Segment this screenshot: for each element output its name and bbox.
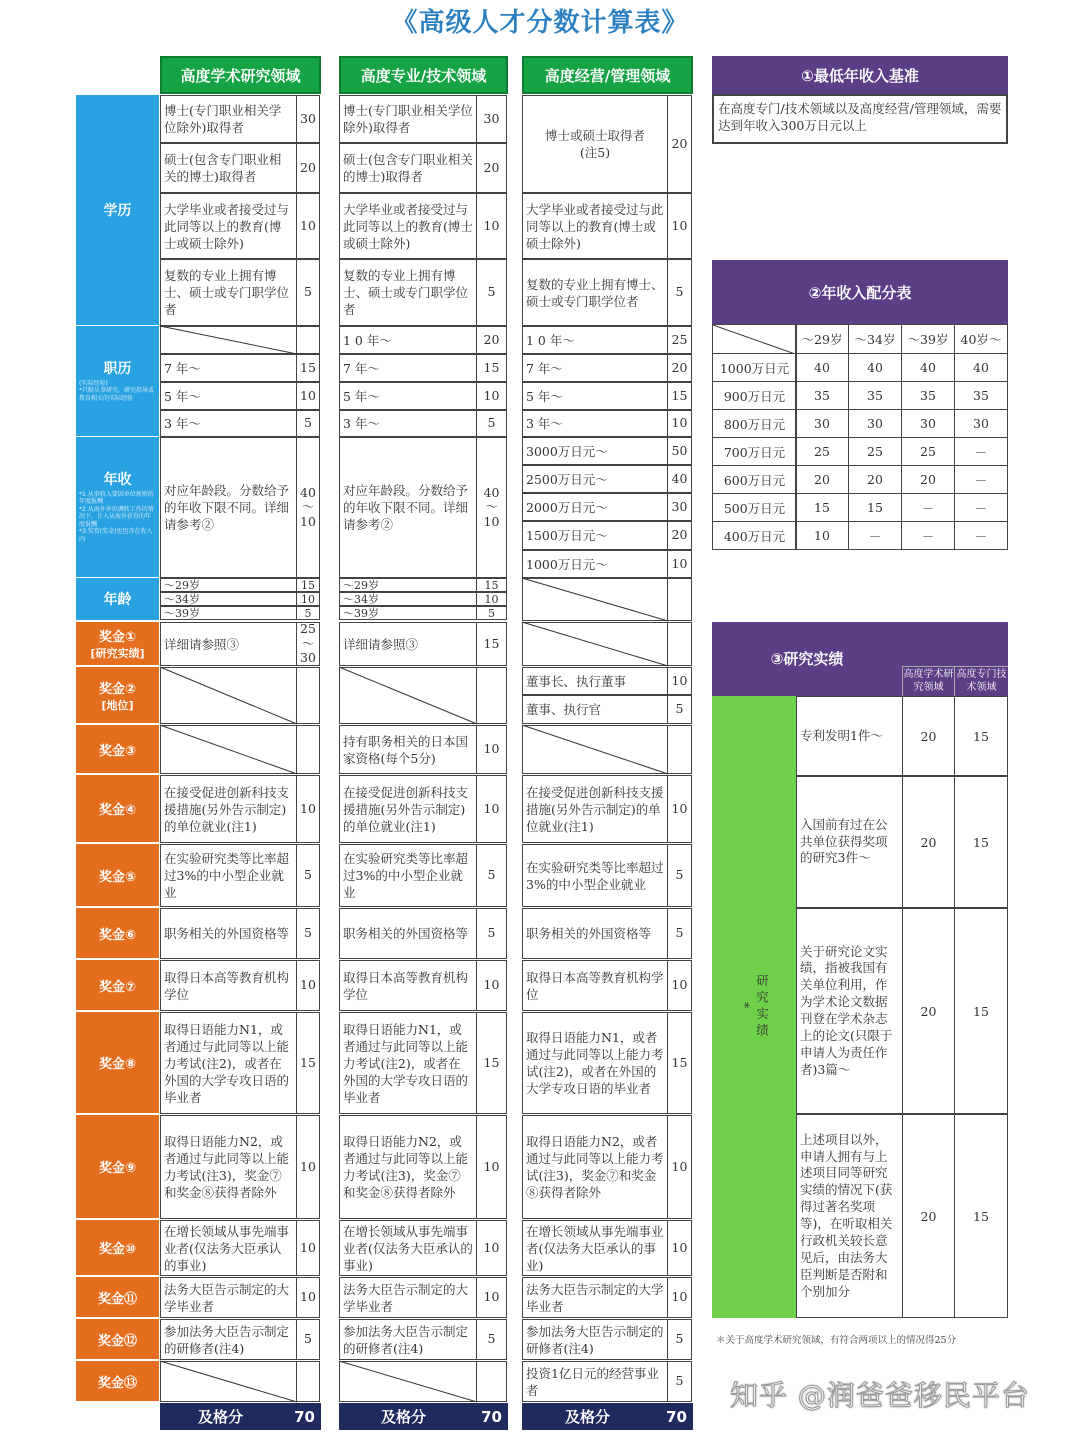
management-inc4-text: 1500万日元～ [526,528,608,543]
management-car3-points: 15 [671,387,688,403]
professional-car2-text: 7 年～ [343,360,380,376]
category-bonus-11 [76,1277,159,1317]
panel3-footnote: ＊关于高度学术研究领域，有符合两项以上的情况得25分 [716,1335,957,1346]
panel3-title: ③研究实绩 [770,650,844,668]
bonus-1-sub: [研究实绩] [90,647,145,660]
academic-b8-points: 15 [300,1054,316,1070]
category-bonus-10 [76,1220,159,1275]
bonus-8-label: 奖金⑧ [98,1057,136,1072]
professional-b9-points: 10 [483,1158,500,1174]
column-header-professional: 高度专业/技术领域 [339,56,508,94]
panel2-row-label-4: 600万日元 [712,465,797,494]
academic-edu2-points: 20 [300,159,316,175]
professional-b11-text: 法务大臣告示制定的大学毕业者 [343,1281,469,1314]
management-b10-text: 在增长领域从事先端事业者(仅法务大臣承认的事业) [526,1223,664,1273]
management-car3-text: 5 年～ [526,388,563,404]
management-b2a-points: 10 [671,672,688,688]
panel2-cell-6-2: － [901,521,955,550]
professional-b10-points: 10 [483,1239,500,1255]
management-b11-points: 10 [671,1289,688,1305]
column-header-management: 高度经营/管理领域 [522,56,693,94]
panel1-body [712,94,1008,144]
panel2-cell-5-2: － [901,493,955,522]
professional-age3-text: ～39岁 [343,606,379,620]
professional-b8-points: 15 [483,1054,500,1070]
professional-edu4-text: 复数的专业上拥有博士、硕士或专门职学位者 [343,268,469,317]
professional-edu1-points: 30 [483,110,500,126]
management-b10-points: 10 [671,1239,688,1255]
category-bonus-5 [76,844,159,906]
bonus-6-label: 奖金⑥ [98,927,136,943]
academic-b11-text: 法务大臣告示制定的大学毕业者 [164,1281,290,1314]
management-inc4-points: 20 [671,527,688,543]
management-car2-text: 7 年～ [526,360,563,376]
professional-b6-text: 职务相关的外国资格等 [343,926,469,941]
bonus-2-sub: [地位] [101,698,134,712]
panel2-header-2: ～39岁 [901,324,955,354]
panel3-row-0-professional: 15 [954,696,1008,776]
bonus-11-label: 奖金⑪ [97,1291,137,1307]
category-career [76,326,159,436]
professional-b6-points: 5 [487,925,496,941]
bonus-1-label: 奖金① [98,630,136,645]
academic-diagonal [160,1361,297,1402]
category-education [76,95,159,325]
academic-edu3-text: 大学毕业或者接受过与此同等以上的教育(博士或硕士除外) [164,201,290,251]
category-bonus-6 [76,908,159,958]
professional-b7-points: 10 [483,977,500,993]
panel2-row-label-3: 700万日元 [712,437,797,466]
professional-b4-points: 10 [483,800,500,816]
category-bonus-1 [76,622,159,665]
academic-b1-text: 详细请参照③ [164,636,240,652]
academic-points-blank [296,667,320,724]
professional-inc-points: 40 ～ 10 [483,484,500,529]
management-inc5-text: 1000万日元～ [526,556,608,572]
panel2-row-label-6: 400万日元 [712,521,797,550]
management-b6-points: 5 [675,925,684,941]
academic-b10-points: 10 [300,1239,316,1255]
management-points-blank [667,578,692,621]
panel2-cell-0-2: 40 [901,353,955,382]
professional-car2-points: 15 [483,359,500,375]
academic-edu4-text: 复数的专业上拥有博士、硕士或专门职学位者 [164,268,290,317]
management-car4-points: 10 [671,415,688,431]
panel2-row-label-5: 500万日元 [712,493,797,522]
pass-label: 及格分 [197,1408,243,1426]
professional-edu1-text: 博士(专门职业相关学位除外)取得者 [343,103,473,135]
management-points-blank [667,725,692,774]
academic-b9-text: 取得日语能力N2，或者通过与此同等以上能力考试(注3)，奖金⑦和奖金⑧获得者除外 [164,1134,290,1200]
panel2-cell-2-3: 30 [954,409,1008,438]
page-title: 《高级人才分数计算表》 [391,8,689,38]
panel2-cell-0-1: 40 [848,353,902,382]
academic-b12-points: 5 [304,1331,312,1347]
panel2-cell-4-3: － [954,465,1008,494]
academic-b12-text: 参加法务大臣告示制定的研修者(注4) [164,1323,290,1356]
category-bonus-12 [76,1319,159,1359]
panel3-row-2-text: 关于研究论文实绩，指被我国有关单位利用，作为学术论文数据刊登在学术杂志上的论文(只限于申请人为责任作者)3篇～ [800,943,893,1077]
column-header-academic: 高度学术研究领域 [160,56,321,94]
professional-age3-points: 5 [488,606,495,620]
panel2-row-label-2: 800万日元 [712,409,797,438]
panel2-cell-1-0: 35 [795,381,849,410]
academic-car4-points: 5 [304,415,312,431]
panel2-cell-1-2: 35 [901,381,955,410]
professional-age2-points: 10 [484,592,499,606]
panel2-header-1: ～34岁 [848,324,902,354]
academic-diagonal [160,326,297,354]
management-diagonal [522,622,668,666]
panel3-row-1-professional: 15 [954,776,1008,908]
panel2-cell-6-3: － [954,521,1008,550]
management-b2b-text: 董事、执行官 [526,702,602,717]
panel1-text: 在高度专门/技术领域以及高度经营/管理领域，需要达到年收入300万日元以上 [718,101,1002,133]
academic-car4-text: 3 年～ [164,416,201,431]
professional-points-blank [476,1361,507,1402]
professional-b5-text: 在实验研究类等比率超过3%的中小型企业就业 [343,851,469,900]
professional-b5-points: 5 [487,867,496,883]
panel2-row-label-0: 1000万日元 [712,353,797,382]
category-career-label: 职历 [103,360,132,377]
panel2-cell-1-1: 35 [848,381,902,410]
professional-b8-text: 取得日语能力N1，或者通过与此同等以上能力考试(注2)，或者在外国的大学专攻日语的毕业者 [343,1021,469,1105]
professional-b3-text: 持有职务相关的日本国家资格(每个5分) [343,733,469,766]
management-b12-points: 5 [675,1331,684,1347]
management-b5-text: 在实验研究类等比率超过3%的中小型企业就业 [526,859,664,892]
professional-edu2-text: 硕士(包含专门职业相关的博士)取得者 [343,152,473,184]
category-bonus-13 [76,1361,159,1401]
management-b12-text: 参加法务大臣告示制定的研修者(注4) [526,1323,664,1356]
category-age [76,578,159,620]
academic-inc-points: 40 ～ 10 [300,484,316,529]
pass-score: 70 [481,1407,502,1426]
management-car1-points: 25 [671,331,688,347]
panel2-cell-4-1: 20 [848,465,902,494]
management-car2-points: 20 [671,359,688,375]
pass-score-academic [160,1403,321,1430]
management-b5-points: 5 [675,867,684,883]
academic-age2-text: ～34岁 [164,592,200,606]
management-b2b-points: 5 [675,701,684,717]
management-inc1-points: 50 [671,442,688,458]
bonus-13-label: 奖金⑬ [97,1375,137,1391]
pass-score-professional [339,1403,508,1430]
panel2-row-label-1: 900万日元 [712,381,797,410]
academic-b11-points: 10 [300,1289,316,1305]
professional-points-blank [476,667,507,724]
professional-edu3-points: 10 [483,217,500,233]
category-bonus-4 [76,775,159,842]
management-b9-points: 10 [671,1158,688,1174]
academic-edu1-text: 博士(专门职业相关学位除外)取得者 [164,103,282,135]
academic-b6-points: 5 [304,925,312,941]
professional-car3-text: 5 年～ [343,388,380,404]
category-bonus-3 [76,725,159,773]
panel3-row-0-academic: 20 [902,696,955,776]
bonus-4-label: 奖金④ [98,803,136,818]
management-b11-text: 法务大臣告示制定的大学毕业者 [526,1281,664,1314]
panel3-side: 研究实绩 * [712,696,796,1318]
academic-b5-text: 在实验研究类等比率超过3%的中小型企业就业 [164,851,290,900]
academic-edu2-text: 硕士(包含专门职业相关的博士)取得者 [164,152,282,184]
management-inc3-points: 30 [671,498,688,514]
professional-b7-text: 取得日本高等教育机构学位 [343,969,469,1002]
management-inc2-text: 2500万日元～ [526,471,608,487]
panel2-cell-2-2: 30 [901,409,955,438]
academic-edu3-points: 10 [300,217,316,233]
management-inc2-points: 40 [671,470,688,486]
academic-points-blank [296,326,320,354]
management-diagonal [522,578,668,621]
management-b2a-text: 董事长、执行董事 [526,673,627,689]
panel2-corner [712,324,797,354]
panel3-row-2-academic: 20 [902,908,955,1114]
panel3-col1: 高度学术研究领域 [902,666,954,696]
bonus-9-label: 奖金⑨ [98,1161,136,1176]
professional-car3-points: 10 [483,387,500,403]
category-income-note: *1.从事收入要因单位规则的年度报酬 *2.从海外单位调转工作的情况下，计入从海外获得的年度报酬 *3.奖赏(奖金)也包含在收入内 [79,490,154,543]
panel2-cell-2-0: 30 [795,409,849,438]
academic-b10-text: 在增长领域从事先端事业者(仅法务大臣承认的事业) [164,1223,290,1273]
management-edu4-text: 复数的专业上拥有博士、硕士或专门职学位者 [526,276,664,309]
bonus-5-label: 奖金⑤ [98,869,136,885]
panel2-cell-5-3: － [954,493,1008,522]
academic-car2-text: 7 年～ [164,360,201,376]
panel3-row-1-text: 入国前有过在公共单位获得奖项的研究3件～ [800,816,888,866]
management-edu12-text: 博士或硕士取得者 (注5) [544,128,645,160]
professional-car4-text: 3 年～ [343,416,380,431]
professional-edu2-points: 20 [483,159,500,175]
academic-age3-text: ～39岁 [164,606,200,620]
panel2-cell-0-0: 40 [795,353,849,382]
professional-inc-text: 对应年龄段。分数给予的年收下限不同。详细请参考② [343,483,469,532]
professional-diagonal [339,1361,477,1402]
category-income [76,437,159,577]
management-b6-text: 职务相关的外国资格等 [526,926,652,941]
academic-age3-points: 5 [304,606,312,620]
academic-b7-text: 取得日本高等教育机构学位 [164,969,290,1002]
management-inc1-text: 3000万日元～ [526,443,608,459]
academic-points-blank [296,725,320,774]
academic-inc-text: 对应年龄段。分数给予的年收下限不同。详细请参考② [164,483,290,532]
management-b4-text: 在接受促进创新科技支援措施(另外告示制定)的单位就业(注1) [526,784,664,834]
management-diagonal [522,725,668,774]
professional-car1-points: 20 [483,331,500,347]
panel2-cell-5-1: 15 [848,493,902,522]
panel2-cell-2-1: 30 [848,409,902,438]
panel2-header-0: ～29岁 [795,324,849,354]
panel2-cell-3-3: － [954,437,1008,466]
professional-b9-text: 取得日语能力N2，或者通过与此同等以上能力考试(注3)，奖金⑦和奖金⑧获得者除外 [343,1134,469,1200]
academic-age1-points: 15 [301,578,315,592]
category-bonus-9 [76,1115,159,1218]
professional-b12-points: 5 [487,1331,496,1347]
academic-edu1-points: 30 [300,110,316,126]
professional-diagonal [339,667,477,724]
panel2-cell-4-0: 20 [795,465,849,494]
management-inc3-text: 2000万日元～ [526,499,608,515]
management-b13-points: 5 [675,1373,684,1389]
professional-car4-points: 5 [487,415,496,431]
panel3-row-3-academic: 20 [902,1114,955,1318]
panel2-header-3: 40岁～ [954,324,1008,354]
management-b8-text: 取得日语能力N1，或者通过与此同等以上能力考试(注2)，或者在外国的大学专攻日语的毕业者 [526,1030,664,1096]
category-income-label: 年收 [103,471,132,488]
management-car1-text: 1 0 年～ [526,332,575,348]
pass-score-management [522,1403,693,1430]
bonus-2-label: 奖金② [98,681,136,697]
professional-edu4-points: 5 [487,284,496,300]
academic-diagonal [160,725,297,774]
academic-b8-text: 取得日语能力N1，或者通过与此同等以上能力考试(注2)，或者在外国的大学专攻日语的毕业者 [164,1021,290,1105]
bonus-12-label: 奖金⑫ [97,1333,137,1349]
panel3-row-0-text: 专利发明1件～ [800,727,883,743]
watermark: 知乎 @润爸爸移民平台 [730,1379,1030,1412]
professional-b4-text: 在接受促进创新科技支援措施(另外告示制定)的单位就业(注1) [343,784,469,834]
academic-b4-text: 在接受促进创新科技支援措施(另外告示制定)的单位就业(注1) [164,784,290,834]
panel2-cell-5-0: 15 [795,493,849,522]
academic-points-blank [296,1361,320,1402]
category-bonus-7 [76,960,159,1010]
academic-diagonal [160,667,297,724]
panel2-cell-6-0: 10 [795,521,849,550]
professional-age2-text: ～34岁 [343,592,379,606]
panel2-corner-diagonal [713,325,797,354]
academic-age1-text: ～29岁 [164,578,200,592]
management-car4-text: 3 年～ [526,416,563,431]
pass-score: 70 [666,1407,687,1426]
management-edu3-text: 大学毕业或者接受过与此同等以上的教育(博士或硕士除外) [526,201,664,251]
panel2-cell-3-0: 25 [795,437,849,466]
management-edu12-points: 20 [671,135,688,151]
professional-b11-points: 10 [483,1289,500,1305]
academic-b5-points: 5 [304,867,312,883]
professional-b10-text: 在增长领域从事先端事业者(仅法务大臣承认的事业) [343,1223,473,1273]
management-b9-text: 取得日语能力N2，或者通过与此同等以上能力考试(注3)，奖金⑦和奖金⑧获得者除外 [526,1134,664,1200]
category-bonus-8 [76,1012,159,1113]
panel2-cell-1-3: 35 [954,381,1008,410]
academic-b6-text: 职务相关的外国资格等 [164,926,290,941]
academic-edu4-points: 5 [304,284,312,300]
academic-car3-points: 10 [300,387,316,403]
panel2-cell-6-1: － [848,521,902,550]
professional-b1-text: 详细请参照③ [343,636,419,652]
management-edu3-points: 10 [671,217,688,233]
management-b4-points: 10 [671,800,688,816]
pass-label: 及格分 [380,1408,426,1426]
professional-age1-points: 15 [484,578,499,592]
management-b7-text: 取得日本高等教育机构学位 [526,969,664,1002]
panel2-cell-4-2: 20 [901,465,955,494]
management-edu4-points: 5 [675,284,684,300]
panel3-row-1-academic: 20 [902,776,955,908]
panel2-cell-3-1: 25 [848,437,902,466]
category-bonus-2 [76,667,159,723]
professional-age1-text: ～29岁 [343,578,379,592]
academic-b4-points: 10 [300,800,316,816]
management-inc5-points: 10 [671,555,688,571]
bonus-10-label: 奖金⑩ [98,1242,136,1257]
panel1-title: ①最低年收入基准 [712,56,1008,94]
panel2-cell-3-2: 25 [901,437,955,466]
academic-b1-points: 25 ～ 30 [300,621,316,666]
academic-car3-text: 5 年～ [164,388,201,404]
panel3-row-3-professional: 15 [954,1114,1008,1318]
management-b13-text: 投资1亿日元的经营事业者 [526,1365,659,1398]
academic-car2-points: 15 [300,359,316,375]
professional-edu3-text: 大学毕业或者接受过与此同等以上的教育(博士或硕士除外) [343,201,473,251]
professional-car1-text: 1 0 年～ [343,332,392,348]
academic-age2-points: 10 [301,592,315,606]
panel2-title: ②年收入配分表 [712,260,1008,324]
pass-label: 及格分 [564,1408,610,1426]
academic-b7-points: 10 [300,977,316,993]
academic-b9-points: 10 [300,1158,316,1174]
panel3-row-3-text: 上述项目以外，申请人拥有与上述项目同等研究实绩的情况下(获得过著名奖项等)，在听取相关行政机关较长意见后，由法务大臣判断是否附和个别加分 [800,1131,893,1299]
panel3-row-2-professional: 15 [954,908,1008,1114]
management-b8-points: 15 [671,1054,688,1070]
management-b7-points: 10 [671,977,688,993]
panel3-col2: 高度专门技术领域 [954,666,1008,696]
professional-b3-points: 10 [483,741,500,757]
bonus-3-label: 奖金③ [98,743,136,759]
bonus-7-label: 奖金⑦ [98,979,136,995]
category-career-note: (实际经验) *只限从事研究、研究指导或教育相关的实际经验 [79,379,155,402]
management-points-blank [667,622,692,666]
professional-b1-points: 15 [483,635,500,651]
pass-score: 70 [294,1407,315,1426]
category-age-label: 年龄 [103,592,132,608]
professional-b12-text: 参加法务大臣告示制定的研修者(注4) [343,1323,469,1356]
panel2-cell-0-3: 40 [954,353,1008,382]
category-education-label: 学历 [103,203,132,219]
